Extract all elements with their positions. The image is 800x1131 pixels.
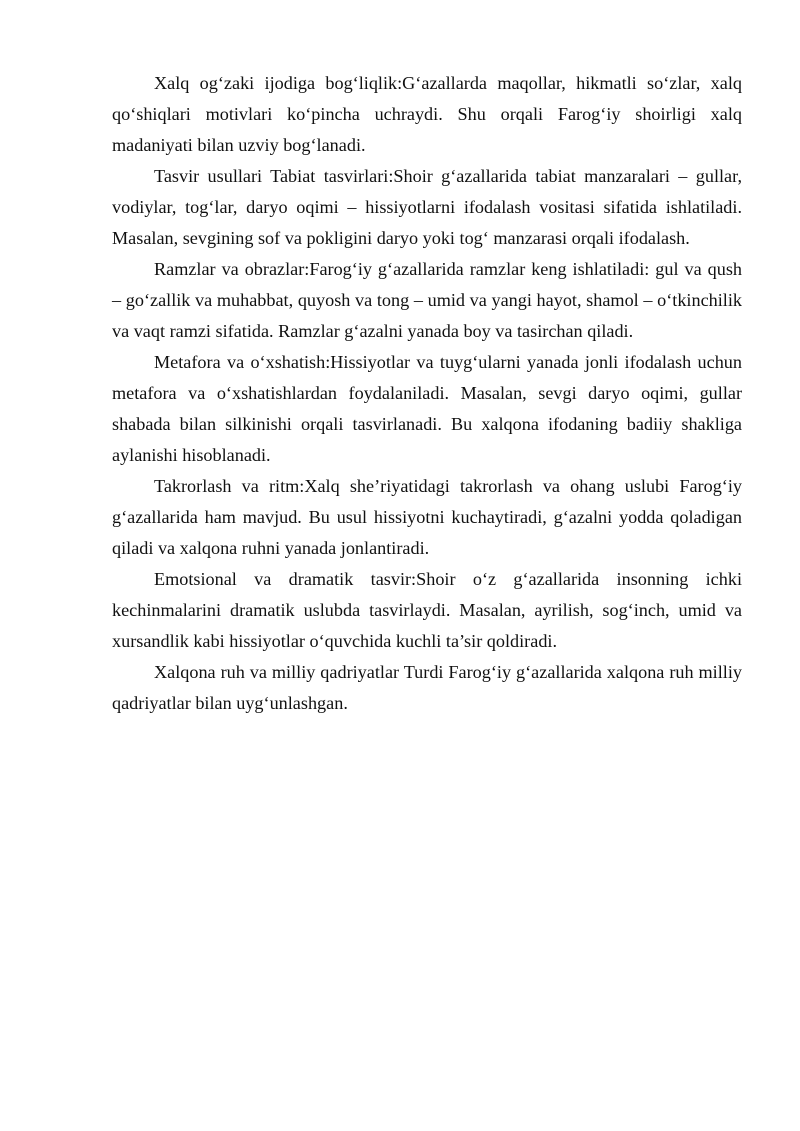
- paragraph-nature-imagery: Tasvir usullari Tabiat tasvirlari:Shoir g‘azallarida tabiat manzaralari – gullar, vodiylar, tog‘lar, daryo oqimi – hissiyotlarni ifodalash vositasi sifatida ishlatiladi. Masalan, sevgining sof va pokligini daryo yoki tog‘ manzarasi orqali ifodalash.: [112, 166, 742, 248]
- paragraph-metaphor: Metafora va o‘xshatish:Hissiyotlar va tuyg‘ularni yanada jonli ifodalash uchun metafora va o‘xshatishlardan foydalaniladi. Masalan, sevgi daryo oqimi, gullar shabada bilan silkinishi orqali tasvirlanadi. Bu xalqona ifodaning badiiy shakliga aylanishi hisoblanadi.: [112, 352, 742, 465]
- paragraph-national-values: Xalqona ruh va milliy qadriyatlar Turdi Farog‘iy g‘azallarida xalqona ruh milliy qadriyatlar bilan uyg‘unlashgan.: [112, 662, 742, 713]
- paragraph-folk-connection: Xalq og‘zaki ijodiga bog‘liqlik:G‘azallarda maqollar, hikmatli so‘zlar, xalq qo‘shiqlari motivlari ko‘pincha uchraydi. Shu orqali Farog‘iy shoirligi xalq madaniyati bilan uzviy bog‘lanadi.: [112, 73, 742, 155]
- document-page: [112, 68, 742, 719]
- paragraph-symbols: Ramzlar va obrazlar:Farog‘iy g‘azallarida ramzlar keng ishlatiladi: gul va qush – go‘zallik va muhabbat, quyosh va tong – umid va yangi hayot, shamol – o‘tkinchilik va vaqt ramzi sifatida. Ramzlar g‘azalni yanada boy va tasirchan qiladi.: [112, 259, 742, 341]
- paragraph-emotional-depiction: Emotsional va dramatik tasvir:Shoir o‘z g‘azallarida insonning ichki kechinmalarini dramatik uslubda tasvirlaydi. Masalan, ayrilish, sog‘inch, umid va xursandlik kabi hissiyotlar o‘quvchida kuchli ta’sir qoldiradi.: [112, 569, 742, 651]
- paragraph-repetition-rhythm: Takrorlash va ritm:Xalq she’riyatidagi takrorlash va ohang uslubi Farog‘iy g‘azallarida ham mavjud. Bu usul hissiyotni kuchaytiradi, g‘azalni yodda qoladigan qiladi va xalqona ruhni yanada jonlantiradi.: [112, 476, 742, 558]
